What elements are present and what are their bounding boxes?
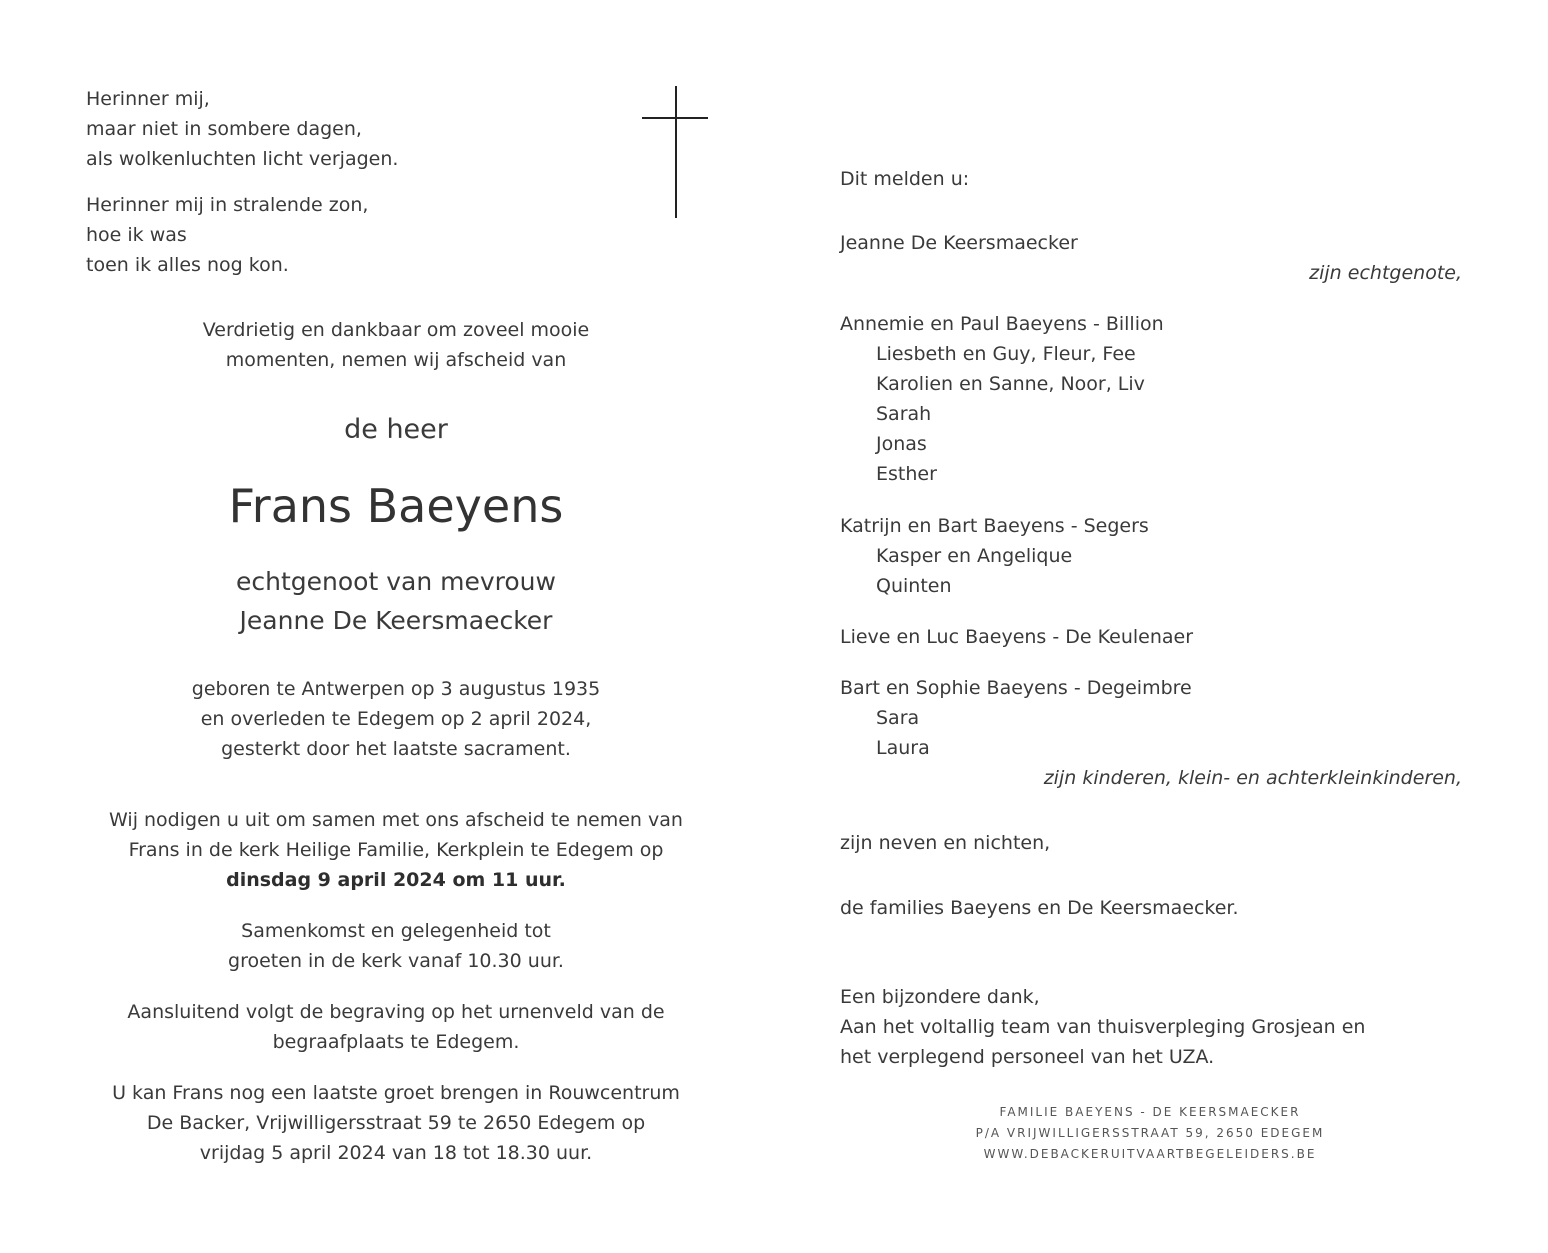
burial-text: [96, 997, 696, 1057]
poem-stanza-1: [86, 84, 606, 174]
widow-name: Jeanne De Keersmaecker: [840, 232, 1078, 254]
poem-line: als wolkenluchten licht verjagen.: [86, 148, 399, 170]
poem-line: Herinner mij,: [86, 88, 210, 110]
family-member: Kasper en Angelique: [876, 545, 1073, 567]
poem-stanza-2: [86, 190, 606, 280]
deceased-name: Frans Baeyens: [228, 479, 564, 533]
intro-text: [96, 315, 696, 375]
death-line: en overleden te Edegem op 2 april 2024,: [200, 708, 592, 730]
footer-website: WWW.DEBACKERUITVAARTBEGELEIDERS.BE: [983, 1147, 1317, 1161]
gathering-line: groeten in de kerk vanaf 10.30 uur.: [228, 950, 564, 972]
spouse-name: Jeanne De Keersmaecker: [239, 606, 553, 635]
ceremony-datetime: dinsdag 9 april 2024 om 11 uur.: [226, 869, 566, 891]
family-member: Liesbeth en Guy, Fleur, Fee: [876, 343, 1136, 365]
family-member: Sara: [876, 707, 920, 729]
footer-family: FAMILIE BAEYENS - DE KEERSMAECKER: [999, 1105, 1301, 1119]
visit-line: vrijdag 5 april 2024 van 18 tot 18.30 uur.: [199, 1142, 593, 1164]
title-prefix: de heer: [344, 414, 448, 445]
family-head: Katrijn en Bart Baeyens - Segers: [840, 515, 1149, 537]
visit-line: De Backer, Vrijwilligersstraat 59 te 2650 Edegem op: [146, 1112, 646, 1134]
thanks-text: [840, 982, 1462, 1072]
visit-text: [86, 1078, 706, 1168]
sacrament-line: gesterkt door het laatste sacrament.: [221, 738, 571, 760]
footer-address: [900, 1102, 1400, 1165]
burial-line: begraafplaats te Edegem.: [272, 1031, 520, 1053]
cousins-text: zijn neven en nichten,: [840, 832, 1051, 854]
family-member: Karolien en Sanne, Noor, Liv: [876, 373, 1145, 395]
invitation-line: Wij nodigen u uit om samen met ons afscheid te nemen van: [109, 809, 683, 831]
intro-line: Verdrietig en dankbaar om zoveel mooie: [202, 319, 590, 341]
gathering-text: [96, 916, 696, 976]
family-2: [840, 511, 1462, 601]
burial-line: Aansluitend volgt de begraving op het urnenveld van de: [127, 1001, 665, 1023]
family-member: Esther: [876, 463, 937, 485]
thanks-line: Een bijzondere dank,: [840, 986, 1040, 1008]
gathering-line: Samenkomst en gelegenheid tot: [241, 920, 551, 942]
poem-line: toen ik alles nog kon.: [86, 254, 289, 276]
invitation-line: Frans in de kerk Heilige Familie, Kerkplein te Edegem op: [128, 839, 664, 861]
family-4: [840, 673, 1462, 793]
thanks-line: Aan het voltallig team van thuisverpleging Grosjean en: [840, 1016, 1366, 1038]
widow-role: zijn echtgenote,: [1309, 262, 1462, 284]
poem-line: maar niet in sombere dagen,: [86, 118, 362, 140]
families-text: de families Baeyens en De Keersmaecker.: [840, 897, 1239, 919]
spouse-text: [96, 562, 696, 640]
thanks-line: het verplegend personeel van het UZA.: [840, 1046, 1215, 1068]
spouse-line: echtgenoot van mevrouw: [236, 567, 556, 596]
poem-line: hoe ik was: [86, 224, 187, 246]
family-1: [840, 309, 1462, 489]
footer-street: P/A VRIJWILLIGERSSTRAAT 59, 2650 EDEGEM: [975, 1126, 1325, 1140]
birth-line: geboren te Antwerpen op 3 augustus 1935: [191, 678, 601, 700]
cross-icon-bar: [642, 117, 708, 119]
announce-text: Dit melden u:: [840, 168, 970, 190]
family-member: Quinten: [876, 575, 952, 597]
invitation-text: [86, 805, 706, 895]
family-3: [840, 622, 1462, 652]
intro-line: momenten, nemen wij afscheid van: [225, 349, 567, 371]
poem-line: Herinner mij in stralende zon,: [86, 194, 369, 216]
cross-icon: [675, 86, 677, 218]
dates-text: [96, 674, 696, 764]
family-member: Laura: [876, 737, 930, 759]
visit-line: U kan Frans nog een laatste groet brengen in Rouwcentrum: [112, 1082, 680, 1104]
family-head: Lieve en Luc Baeyens - De Keulenaer: [840, 626, 1194, 648]
family-head: Bart en Sophie Baeyens - Degeimbre: [840, 677, 1192, 699]
family-member: Jonas: [876, 433, 927, 455]
children-role: zijn kinderen, klein- en achterkleinkinderen,: [1043, 767, 1462, 789]
family-head: Annemie en Paul Baeyens - Billion: [840, 313, 1164, 335]
family-member: Sarah: [876, 403, 932, 425]
widow-block: [840, 228, 1462, 288]
